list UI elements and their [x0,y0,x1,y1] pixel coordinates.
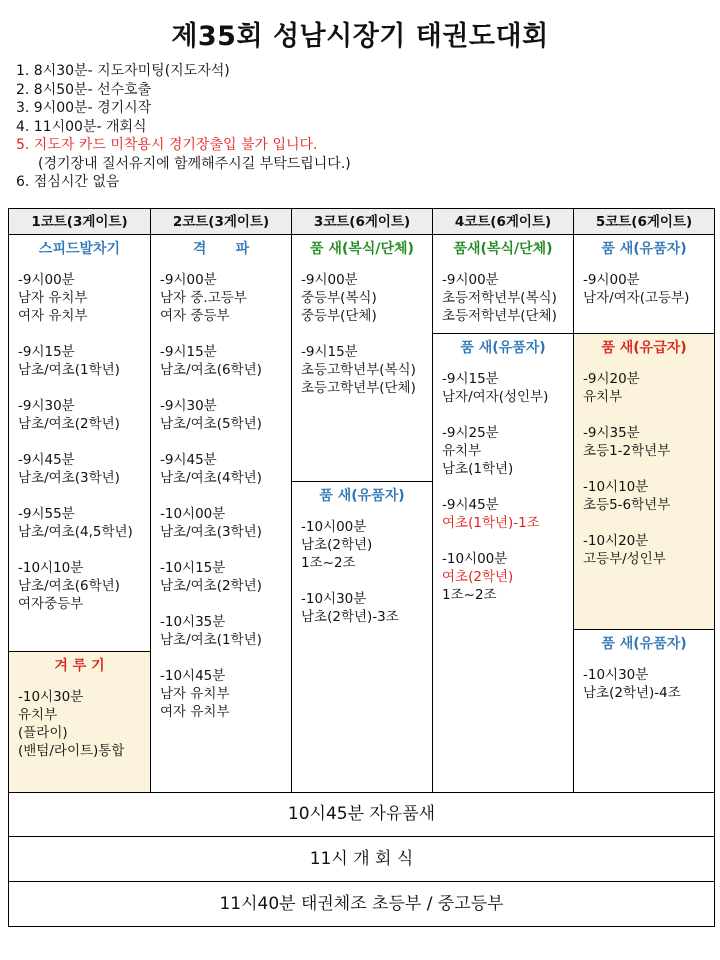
court-3-column [292,209,433,792]
item-time: -10시10분 [583,479,649,495]
item-time: -9시00분 [160,272,217,288]
item-time: -9시45분 [18,452,75,468]
section-title: 품 새(유품자) [601,241,687,257]
item-division: 남초/여초(4,5학년) [18,524,133,540]
schedule-item [18,343,150,379]
opening-ceremony-row: 11시 개 회 식 [8,837,715,882]
item-time: -9시30분 [160,398,217,414]
item-division: 남자 중.고등부 [160,290,247,306]
item-division: 남자 유치부 [18,290,88,306]
item-time: -9시15분 [301,344,358,360]
item-division: 유치부 [18,707,58,723]
item-division: 남초(2학년)-3조 [301,609,399,625]
schedule-item [18,505,150,541]
note-item-subtext: (경기장내 질서유지에 함께해주시길 부탁드립니다.) [38,155,351,172]
item-time: -10시15분 [160,560,226,576]
schedule-item [442,271,573,325]
page-title: 제35회 성남시장기 태권도대회 [171,21,549,52]
item-division: 남초(1학년) [442,461,514,477]
item-division: 남초/여초(1학년) [18,362,120,378]
section-title: 품 새(유품자) [319,488,405,504]
section-title: 스피드발차기 [38,241,121,257]
item-division: 초등1-2학년부 [583,443,671,459]
schedule-item [301,590,432,626]
court-2-section-breaking [151,235,291,792]
item-division: 유치부 [442,443,482,459]
item-division: 남초/여초(4학년) [160,470,262,486]
schedule-item [18,397,150,433]
item-time: -10시30분 [18,689,84,705]
note-item: 2. 8시50분- 선수호출 [16,81,152,98]
item-time: -9시00분 [583,272,640,288]
item-division: (밴텀/라이트)통합 [18,743,125,759]
schedule-item [160,613,291,649]
item-division: 남자 유치부 [160,686,230,702]
item-division: 초등5-6학년부 [583,497,671,513]
court-4-section-pair-team [433,235,573,333]
schedule-item [160,505,291,541]
schedule-table [8,208,715,793]
item-time: -9시55분 [18,506,75,522]
note-item: 1. 8시30분- 지도자미팅(지도자석) [16,63,230,79]
item-time: -9시00분 [301,272,358,288]
schedule-item [301,518,432,572]
item-division: 남초(2학년) [301,537,373,553]
item-time: -9시45분 [160,452,217,468]
court-1-header: 1코트(3게이트) [9,209,150,235]
schedule-item [18,451,150,487]
schedule-item [160,559,291,595]
item-time: -10시00분 [301,519,367,535]
schedule-item [160,271,291,325]
section-title: 격 파 [192,241,250,257]
item-division: 남초/여초(2학년) [160,578,262,594]
item-time: -10시30분 [301,591,367,607]
schedule-item [301,343,432,397]
court-1-column [9,209,151,792]
item-division: 유치부 [583,389,623,405]
item-division: 남초/여초(6학년) [160,362,262,378]
court-5-section-gup-holders [574,333,714,629]
court-4-section-dan-holders [433,333,573,792]
section-title: 품 새(유품자) [460,340,546,356]
court-2-column [151,209,292,792]
court-5-section-dan-holders [574,235,714,333]
item-time: -9시15분 [442,371,499,387]
section-title: 품 새(복식/단체) [310,241,414,257]
court-2-header: 2코트(3게이트) [151,209,291,235]
schedule-item [442,370,573,406]
item-time: -9시45분 [442,497,499,513]
schedule-item [160,343,291,379]
item-time: -10시20분 [583,533,649,549]
item-division: 남초/여초(2학년) [18,416,120,432]
section-title: 품 새(유품자) [601,636,687,652]
item-time: -10시30분 [583,667,649,683]
court-3-section-dan-holders [292,481,432,792]
section-title: 품새(복식/단체) [453,241,553,257]
court-5-header: 5코트(6게이트) [574,209,714,235]
item-time: -10시00분 [442,551,508,567]
court-3-header: 3코트(6게이트) [292,209,432,235]
item-division: 남자/여자(성인부) [442,389,549,405]
item-division: 1조~2조 [442,587,497,603]
item-time: -9시35분 [583,425,640,441]
note-item: 6. 점심시간 없음 [16,174,120,190]
item-division-highlight: 여초(2학년) [442,569,514,585]
item-time: -9시15분 [160,344,217,360]
schedule-item [18,688,150,760]
taekwon-gymnastics-row: 11시40분 태권체조 초등부 / 중고등부 [8,882,715,927]
schedule-item [442,550,573,604]
schedule-item [583,370,714,406]
item-division: 남초/여초(3학년) [18,470,120,486]
court-5-column [574,209,714,792]
schedule-item [442,496,573,532]
court-1-section-speed-kick [9,235,150,651]
item-division: 남초/여초(6학년) [18,578,120,594]
item-time: -10시00분 [160,506,226,522]
item-division-highlight: 여초(1학년)-1조 [442,515,540,531]
schedule-item [18,271,150,325]
item-time: -10시35분 [160,614,226,630]
schedule-item [583,424,714,460]
item-time: -9시00분 [442,272,499,288]
item-time: -10시45분 [160,668,226,684]
schedule-item [442,424,573,478]
item-time: -9시30분 [18,398,75,414]
schedule-item [301,271,432,325]
item-division: 1조~2조 [301,555,356,571]
item-division: 초등저학년부(단체) [442,308,557,324]
item-division: 여자중등부 [18,596,84,612]
note-item: 4. 11시00분- 개회식 [16,118,147,135]
item-division: 고등부/성인부 [583,551,666,567]
schedule-item [583,532,714,568]
item-division: 초등고학년부(복식) [301,362,416,378]
note-item-warning: 5. 지도자 카드 미착용시 경기장출입 불가 입니다. [16,137,318,153]
court-4-column [433,209,574,792]
item-division: 중등부(복식) [301,290,377,306]
court-4-header: 4코트(6게이트) [433,209,573,235]
item-division: (플라이) [18,725,68,741]
item-time: -9시15분 [18,344,75,360]
item-division: 초등저학년부(복식) [442,290,557,306]
schedule-item [18,559,150,613]
item-division: 남초/여초(5학년) [160,416,262,432]
notes-list [16,62,351,192]
item-time: -9시25분 [442,425,499,441]
court-5-section-dan-holders-2 [574,629,714,792]
item-division: 남자/여자(고등부) [583,290,690,306]
schedule-item [160,667,291,721]
schedule-item [160,397,291,433]
note-item: 3. 9시00분- 경기시작 [16,100,152,116]
item-time: -10시10분 [18,560,84,576]
item-division: 남초/여초(3학년) [160,524,262,540]
section-title: 품 새(유급자) [601,340,687,356]
court-3-section-pair-team [292,235,432,481]
schedule-item [583,271,714,307]
item-division: 초등고학년부(단체) [301,380,416,396]
schedule-item [583,666,714,702]
schedule-item [160,451,291,487]
item-division: 여자 중등부 [160,308,230,324]
schedule-item [583,478,714,514]
item-division: 여자 유치부 [18,308,88,324]
free-poomsae-row: 10시45분 자유품새 [8,792,715,837]
item-time: -9시00분 [18,272,75,288]
court-1-section-sparring [9,651,150,792]
item-time: -9시20분 [583,371,640,387]
item-division: 중등부(단체) [301,308,377,324]
item-division: 남초/여초(1학년) [160,632,262,648]
section-title: 겨 루 기 [54,658,105,674]
item-division: 여자 유치부 [160,704,230,720]
item-division: 남초(2학년)-4조 [583,685,681,701]
